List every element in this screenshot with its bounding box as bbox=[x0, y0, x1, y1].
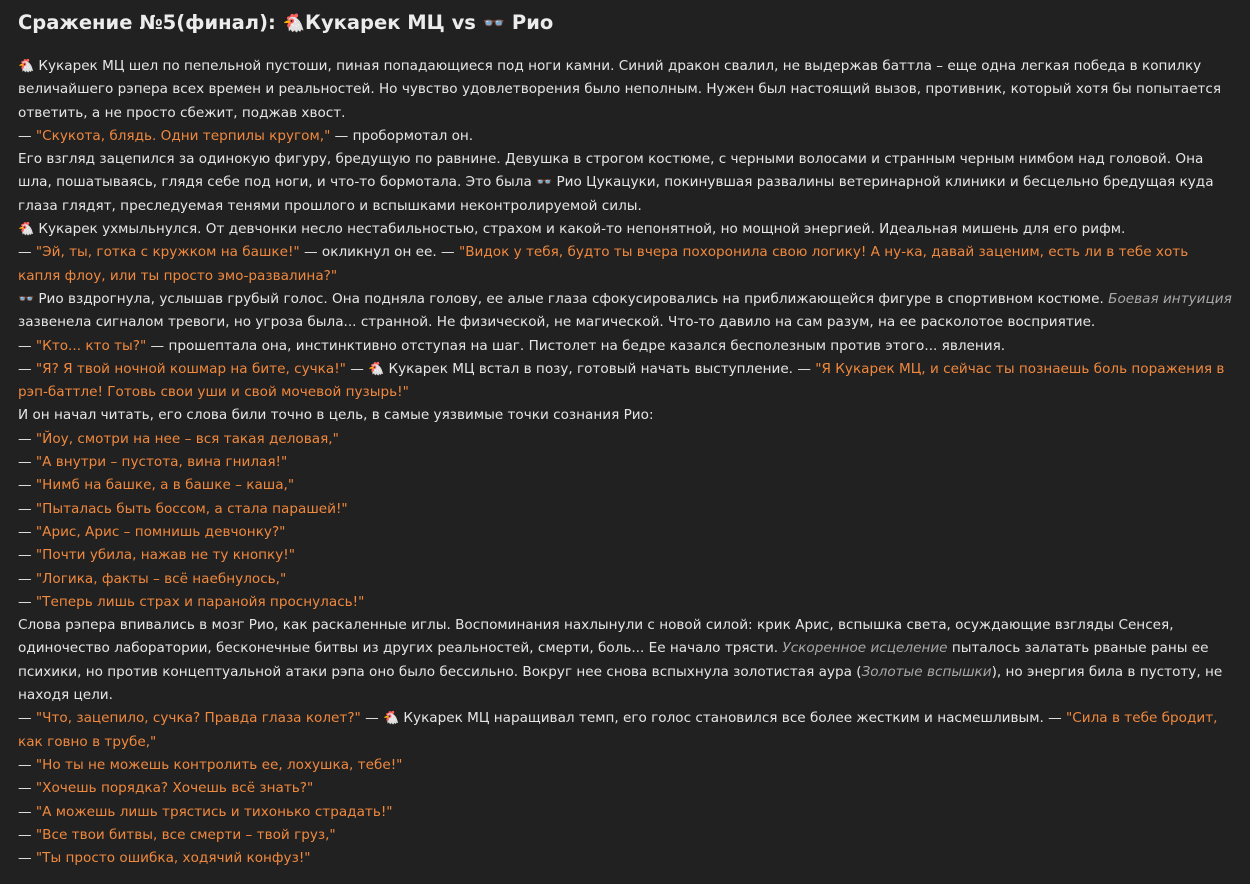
story-paragraph bbox=[18, 754, 1232, 777]
story-body bbox=[18, 55, 1232, 870]
narration-text: Кукарек МЦ наращивал темп, его голос становился все более жестким и насмешливым. — bbox=[403, 710, 1067, 727]
narration-text: — bbox=[18, 337, 36, 354]
glasses-icon: 👓 bbox=[536, 175, 557, 191]
narration-text: пыталось залатать рваные раны ее психики, но против концептуальной атаки рэпа оно было бессильно. Вокруг нее снова вспыхнула золотистая аура ( bbox=[18, 640, 1209, 680]
narration-text: — пробормотал он. bbox=[330, 127, 474, 144]
narration-text: — bbox=[345, 360, 369, 377]
story-paragraph bbox=[18, 55, 1232, 125]
story-paragraph bbox=[18, 335, 1232, 358]
story-paragraph bbox=[18, 451, 1232, 474]
rooster-icon: 🐔 bbox=[383, 711, 404, 727]
narration-text: Кукарек ухмыльнулся. От девчонки несло нестабильностью, страхом и какой-то непонятной, но мощной энергией. Идеальная мишень для его рифм. bbox=[38, 221, 1126, 238]
narration-text: — bbox=[18, 570, 36, 587]
narration-text: И он начал читать, его слова били точно в цель, в самые уязвимые точки сознания Рио: bbox=[18, 407, 654, 424]
rap-quote: "Скукота, блядь. Одни терпилы кругом," bbox=[35, 127, 331, 144]
rap-quote: "А можешь лишь трястись и тихонько страдать!" bbox=[35, 803, 393, 820]
story-paragraph bbox=[18, 591, 1232, 614]
story-paragraph bbox=[18, 148, 1232, 218]
narration-text: Кукарек МЦ шел по пепельной пустоши, пиная попадающиеся под ноги камни. Синий дракон свалил, не выдержав баттла – еще одна легкая победа в копилку величайшего рэпера всех времен и реальностей. Но чувство удовлетворения было неполным. Нужен был настоящий вызов, противник, который хотя бы попытается ответить, а не просто сбежит, поджав хвост. bbox=[18, 58, 1222, 121]
rooster-icon: 🐔 bbox=[18, 59, 39, 74]
narration-text: зазвенела сигналом тревоги, но угроза была... странной. Не физической, не магической. Что-то давило на сам разум, на ее расколотое восприятие. bbox=[18, 314, 1096, 331]
narration-text: — bbox=[360, 710, 384, 727]
narration-text: — bbox=[18, 826, 36, 843]
story-paragraph bbox=[18, 241, 1232, 288]
story-paragraph bbox=[18, 358, 1232, 405]
title-vs: vs bbox=[451, 11, 476, 34]
narration-text: — bbox=[18, 244, 36, 261]
narration-text: — прошептала она, инстинктивно отступая на шаг. Пистолет на бедре казался бесполезным против этого... явления. bbox=[146, 337, 1006, 354]
story-paragraph bbox=[18, 474, 1232, 497]
narration-text: — bbox=[18, 523, 36, 540]
rap-quote: "Арис, Арис – помнишь девчонку?" bbox=[35, 523, 286, 540]
rap-quote: "Кто... кто ты?" bbox=[35, 337, 147, 354]
story-paragraph bbox=[18, 707, 1232, 754]
rap-quote: "Пыталась быть боссом, а стала парашей!" bbox=[35, 500, 348, 517]
rap-quote: "Что, зацепило, сучка? Правда глаза колет?" bbox=[35, 710, 361, 727]
story-paragraph bbox=[18, 125, 1232, 148]
narration-text: ), но энергия била в пустоту, не находя цели. bbox=[18, 663, 1223, 704]
page-title bbox=[18, 8, 1232, 39]
rap-quote: "Хочешь порядка? Хочешь всё знать?" bbox=[35, 780, 314, 797]
ability-name: Золотые вспышки bbox=[861, 663, 992, 680]
narration-text: — bbox=[18, 500, 36, 517]
narration-text: — bbox=[18, 780, 36, 797]
rap-quote: "А внутри – пустота, вина гнилая!" bbox=[35, 454, 288, 471]
narration-text: — bbox=[18, 430, 36, 447]
rap-quote: "Ты просто ошибка, ходячий конфуз!" bbox=[35, 850, 311, 867]
story-paragraph bbox=[18, 428, 1232, 451]
narration-text: — bbox=[18, 360, 36, 377]
rap-quote: "Почти убила, нажав не ту кнопку!" bbox=[35, 547, 295, 564]
rap-quote: "Эй, ты, готка с кружком на башке!" bbox=[35, 244, 300, 261]
narration-text: Его взгляд зацепился за одинокую фигуру, бредущую по равнине. Девушка в строгом костюме, с черными волосами и странным черным нимбом над головой. Она шла, пошатываясь, глядя себе под ноги, и что-то бормотала. Это была bbox=[18, 151, 1204, 191]
rooster-icon: 🐔 bbox=[18, 222, 39, 238]
story-paragraph bbox=[18, 568, 1232, 591]
rap-quote: "Логика, факты – всё наебнулось," bbox=[35, 570, 287, 587]
rap-quote: "Йоу, смотри на нее – вся такая деловая," bbox=[35, 430, 339, 447]
narration-text: — bbox=[18, 850, 36, 867]
narration-text: — bbox=[18, 710, 36, 727]
narration-text: — bbox=[18, 477, 36, 494]
rap-quote: "Я? Я твой ночной кошмар на бите, сучка!" bbox=[35, 360, 346, 377]
story-paragraph bbox=[18, 614, 1232, 707]
story-paragraph bbox=[18, 218, 1232, 241]
narration-text: Кукарек МЦ встал в позу, готовый начать выступление. — bbox=[388, 360, 816, 377]
rooster-icon: 🐔 bbox=[282, 13, 306, 34]
glasses-icon: 👓 bbox=[482, 13, 506, 34]
story-container bbox=[18, 8, 1232, 870]
narration-text: Слова рэпера впивались в мозг Рио, как раскаленные иглы. Воспоминания нахлынули с новой силой: крик Арис, вспышка света, осуждающие взгляды Сенсея, одиночество лаборатории, бесконечные битвы из других реальностей, смерти, боль... Ее начало трясти. bbox=[18, 617, 1174, 657]
rap-quote: "Сила в тебе бродит, как говно в трубе," bbox=[18, 710, 1218, 750]
rap-quote: "Все твои битвы, все смерти – твой груз," bbox=[35, 826, 336, 843]
story-paragraph bbox=[18, 404, 1232, 427]
glasses-icon: 👓 bbox=[18, 291, 39, 307]
narration-text: — bbox=[18, 756, 36, 773]
title-prefix: Сражение №5(финал): bbox=[18, 11, 276, 34]
narration-text: — bbox=[18, 593, 36, 610]
rooster-icon: 🐔 bbox=[368, 361, 389, 377]
rap-quote: "Я Кукарек МЦ, и сейчас ты познаешь боль поражения в рэп-баттле! Готовь свои уши и свой мочевой пузырь!" bbox=[18, 360, 1225, 401]
ability-name: Ускоренное исцеление bbox=[782, 640, 948, 657]
title-fighter-b: Рио bbox=[511, 11, 554, 34]
narration-text: — bbox=[18, 547, 36, 564]
rap-quote: "Теперь лишь страх и паранойя проснулась!" bbox=[35, 593, 365, 610]
narration-text: Рио вздрогнула, услышав грубый голос. Она подняла голову, ее алые глаза сфокусировались на приближающейся фигуре в спортивном костюме. bbox=[38, 290, 1109, 307]
narration-text: — bbox=[18, 454, 36, 471]
title-fighter-a: Кукарек МЦ bbox=[305, 11, 445, 34]
story-paragraph bbox=[18, 521, 1232, 544]
rap-quote: "Видок у тебя, будто ты вчера похоронила свою логику! А ну-ка, давай заценим, есть ли в тебе хоть капля флоу, или ты просто эмо-развалина?" bbox=[18, 244, 1189, 284]
narration-text: — bbox=[18, 127, 36, 144]
story-paragraph bbox=[18, 544, 1232, 567]
ability-name: Боевая интуиция bbox=[1108, 290, 1232, 307]
story-paragraph bbox=[18, 801, 1232, 824]
story-paragraph bbox=[18, 777, 1232, 800]
story-paragraph bbox=[18, 824, 1232, 847]
narration-text: Рио Цукацуки, покинувшая развалины ветеринарной клиники и бесцельно бредущая куда глаза глядят, преследуемая тенями прошлого и вспышками неконтролируемой силы. bbox=[18, 174, 1214, 214]
narration-text: — bbox=[18, 803, 36, 820]
story-paragraph bbox=[18, 847, 1232, 870]
story-paragraph bbox=[18, 498, 1232, 521]
story-paragraph bbox=[18, 288, 1232, 335]
rap-quote: "Но ты не можешь контролить ее, лохушка, тебе!" bbox=[35, 756, 403, 773]
rap-quote: "Нимб на башке, а в башке – каша," bbox=[35, 477, 295, 494]
narration-text: — окликнул он ее. — bbox=[299, 244, 459, 261]
